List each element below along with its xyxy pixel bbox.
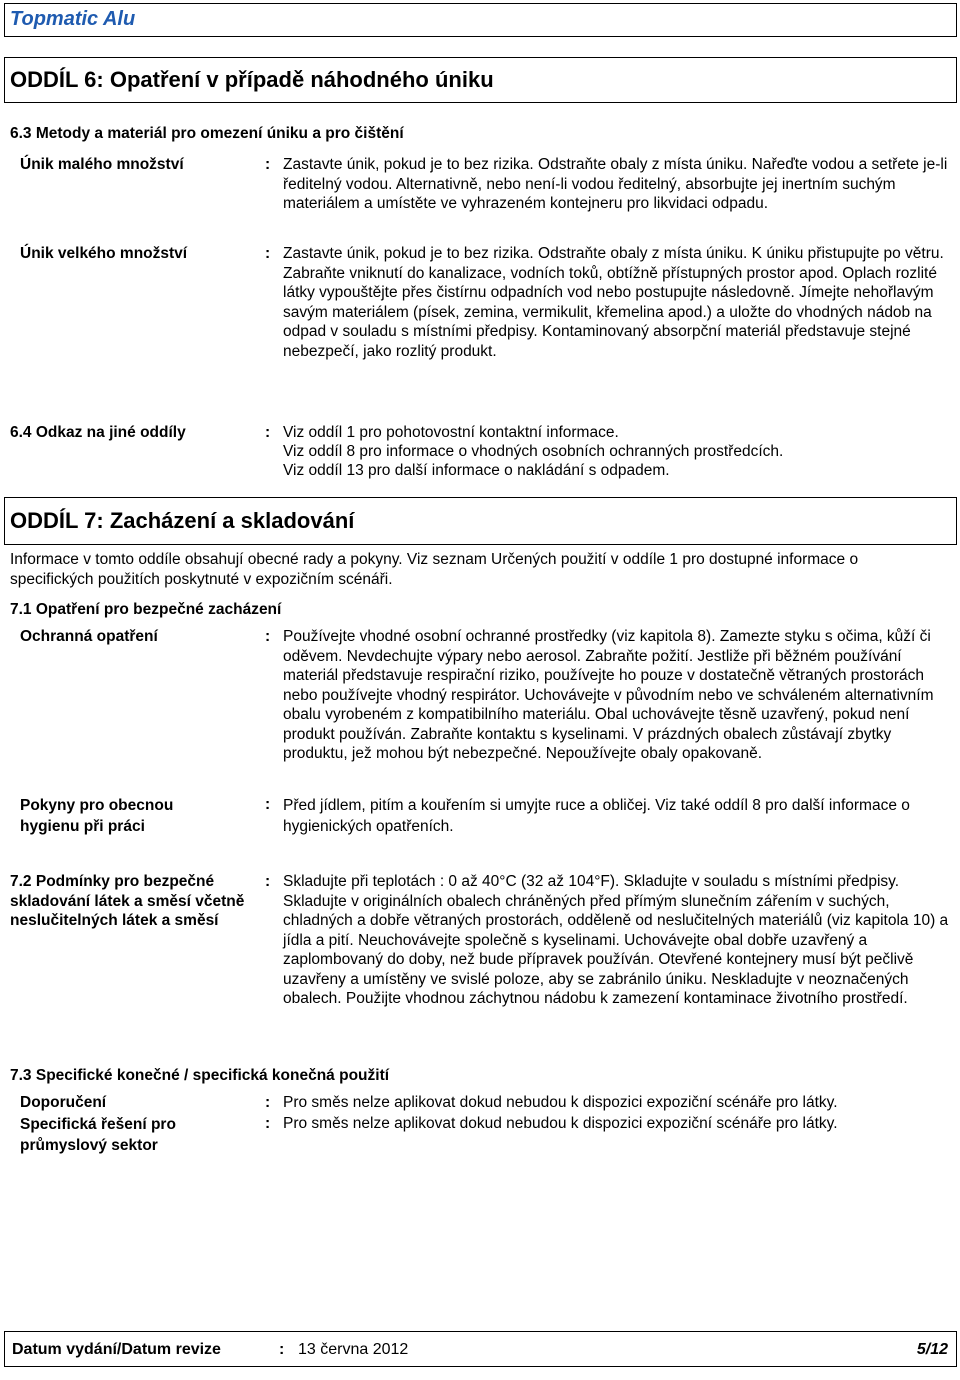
hygiene-text: Před jídlem, pitím a kouřením si umyjte ruce a obličej. Viz také oddíl 8 pro další informace o hygienických opatřeních.	[283, 797, 910, 835]
colon: :	[265, 1115, 271, 1132]
storage-text: Skladujte při teplotách : 0 až 40°C (32 až 104°F). Skladujte v souladu s místními předpisy. Skladujte v originálních obalech chráněných před přímým slunečním zářením v suchých, chladných a dobře větraných prostorách, odděleně od neslučitelných materiálů (viz kapitola 10) a jídla a pití. Neuchovávejte společně s kyselinami. Uchovávejte obal dobře uzavřený a zaplombovaný do doby, než bude přípravek používán. Otevřené kontejnery musí být pečlivě uzavřeny a umístěny ve svislé poloze, aby se zabránilo úniku. Neskladujte v neoznačených obalech. Použijte vhodnou záchytnou nádobu k zamezení kontaminace životního prostředí.	[283, 873, 949, 1007]
colon: :	[265, 1094, 271, 1111]
subheading-7-1: 7.1 Opatření pro bezpečné zacházení	[10, 601, 282, 618]
industry-text: Pro směs nelze aplikovat dokud nebudou k dispozici expoziční scénáře pro látky.	[283, 1115, 838, 1132]
subheading-6-3: 6.3 Metody a materiál pro omezení úniku a pro čištění	[10, 125, 404, 142]
reference-line-2: Viz oddíl 8 pro informace o vhodných osobních ochranných prostředcích.	[283, 443, 784, 460]
section7-title: ODDÍL 7: Zacházení a skladování	[10, 508, 355, 533]
large-spill-text: Zastavte únik, pokud je to bez rizika. Odstraňte obaly z místa úniku. K úniku přistupujte po větru. Zabraňte vniknutí do kanalizace, vodních toků, obtížně přístupných prostor apod. Oplach rozlité látky vypouštějte přes čistírnu odpadních vod nebo postupujte následovně. Jímejte nehořlavým savým materiálem (písek, zemina, vermikulit, křemelina apod.) a uložte do vhodných nádob na odpad v souladu s místními předpisy. Kontaminovaný absorpční materiál představuje stejné nebezpečí, jako rozlitý produkt.	[283, 245, 944, 360]
footer-page-number: 5/12	[916, 1341, 948, 1358]
hygiene-label: Pokyny pro obecnou hygienu při práci	[20, 797, 174, 835]
header-box	[4, 3, 957, 37]
reference-line-3: Viz oddíl 13 pro další informace o nakládání s odpadem.	[283, 462, 670, 479]
colon: :	[265, 796, 271, 813]
small-spill-label: Únik malého množství	[20, 156, 184, 173]
storage-label: 7.2 Podmínky pro bezpečné skladování látek a směsí včetně neslučitelných látek a směsí	[10, 873, 245, 929]
colon: :	[265, 873, 271, 890]
colon: :	[265, 245, 271, 262]
section6-title: ODDÍL 6: Opatření v případě náhodného úniku	[10, 67, 494, 92]
colon: :	[265, 628, 271, 645]
protective-label: Ochranná opatření	[20, 628, 158, 645]
footer-date-value: 13 června 2012	[298, 1341, 409, 1358]
recommendation-text: Pro směs nelze aplikovat dokud nebudou k dispozici expoziční scénáře pro látky.	[283, 1094, 838, 1111]
product-name: Topmatic Alu	[10, 8, 136, 30]
colon: :	[265, 424, 271, 441]
subheading-7-3: 7.3 Specifické konečné / specifická konečná použití	[10, 1067, 390, 1084]
colon: :	[279, 1341, 285, 1358]
footer-date-label: Datum vydání/Datum revize	[12, 1341, 221, 1358]
colon: :	[265, 156, 271, 173]
large-spill-label: Únik velkého množství	[20, 245, 188, 262]
reference-label: 6.4 Odkaz na jiné oddíly	[10, 424, 186, 441]
recommendation-label: Doporučení	[20, 1094, 107, 1111]
section7-intro: Informace v tomto oddíle obsahují obecné rady a pokyny. Viz seznam Určených použití v oddíle 1 pro dostupné informace o specifických použitích poskytnuté v expozičním scénáři.	[10, 551, 859, 588]
reference-line-1: Viz oddíl 1 pro pohotovostní kontaktní informace.	[283, 424, 619, 441]
small-spill-text: Zastavte únik, pokud je to bez rizika. Odstraňte obaly z místa úniku. Nařeďte vodou a setřete je-li ředitelný vodou. Alternativně, nebo není-li vodou ředitelný, absorbujte jej inertním suchým materiálem a umístěte ve vyhrazeném kontejneru pro likvidaci odpadu.	[283, 156, 948, 212]
protective-text: Používejte vhodné osobní ochranné prostředky (viz kapitola 8). Zamezte styku s očima, kůží či oděvem. Nevdechujte výpary nebo aerosol. Zabraňte požití. Jestliže při běžném používání materiál představuje respirační riziko, používejte ho pouze v dostatečně větraných prostorách nebo používejte vhodný respirátor. Uchovávejte v původním nebo ve schváleném alternativním obalu vyrobeném z kompatibilního materiálu. Obal uchovávejte těsně uzavřený, pokud není produkt používán. Zabraňte kontaktu s kyselinami. V prázdných obalech zůstávají zbytky produktu, jež mohou být nebezpečné. Nepoužívejte obaly opakovaně.	[283, 628, 934, 762]
industry-label: Specifická řešení pro průmyslový sektor	[20, 1116, 176, 1154]
